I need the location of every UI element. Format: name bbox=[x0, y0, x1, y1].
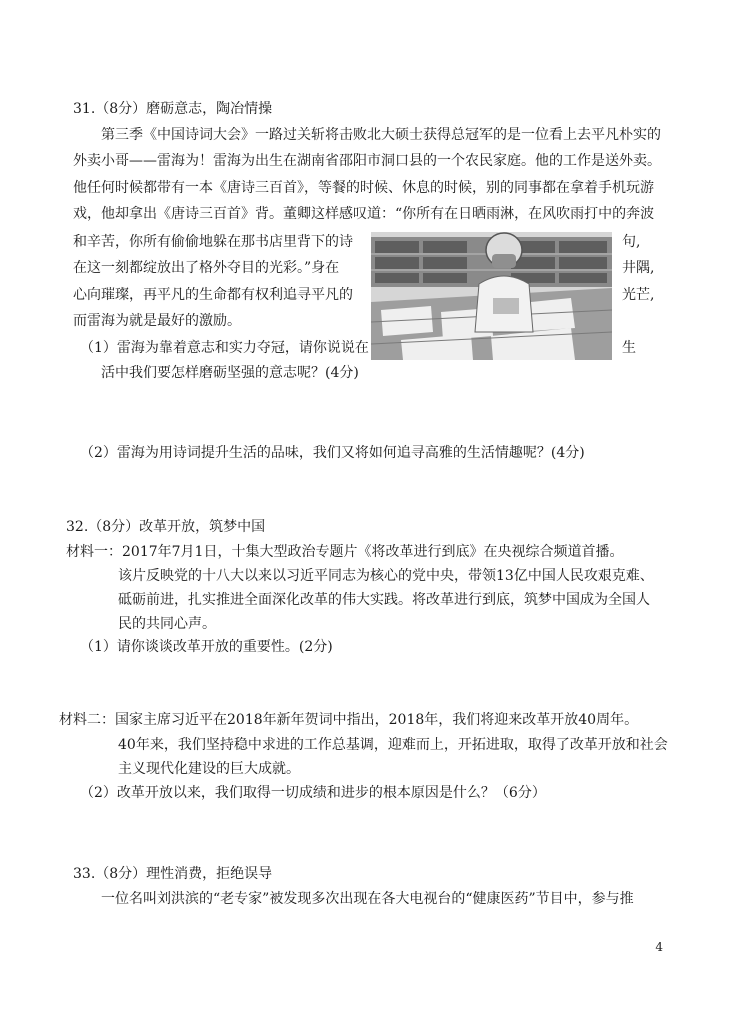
q32-material1-line-1: 材料一：2017年7月1日，十集大型政治专题片《将改革进行到底》在央视综合频道首播。 bbox=[66, 544, 624, 560]
q32-material1-line-3: 砥砺前进，扎实推进全面深化改革的伟大实践。将改革进行到底，筑梦中国成为全国人 bbox=[118, 592, 650, 608]
q31-title: 31.（8分）磨砺意志，陶冶情操 bbox=[73, 101, 273, 117]
q31-line-7: 心向璀璨，再平凡的生命都有权利追寻平凡的 bbox=[73, 287, 353, 303]
q32-title: 32.（8分）改革开放，筑梦中国 bbox=[66, 519, 266, 535]
q31-sub2: （2）雷海为用诗词提升生活的品味，我们又将如何追寻高雅的生活情趣呢？(4分) bbox=[80, 445, 585, 461]
bookstore-photo-image bbox=[371, 232, 612, 360]
q32-material1-line-2: 该片反映党的十八大以来以习近平同志为核心的党中央，带领13亿中国人民攻艰克难、 bbox=[118, 568, 654, 584]
page-number: 4 bbox=[655, 940, 663, 954]
q31-line-6: 在这一刻都绽放出了格外夺目的光彩。”身在 bbox=[73, 260, 340, 276]
q31-right-fragment-4: 生 bbox=[622, 340, 636, 356]
q31-line-4: 戏，他却拿出《唐诗三百首》背。董卿这样感叹道：“你所有在日晒雨淋，在风吹雨打中的奔波 bbox=[73, 206, 655, 222]
q31-line-5: 和辛苦，你所有偷偷地躲在那书店里背下的诗 bbox=[73, 234, 353, 250]
q32-sub1: （1）请你谈谈改革开放的重要性。(2分) bbox=[80, 639, 333, 655]
q31-right-fragment-3: 光芒, bbox=[622, 287, 655, 303]
q32-material2-line-3: 主义现代化建设的巨大成就。 bbox=[118, 761, 300, 777]
q33-line-1: 一位名叫刘洪滨的“老专家”被发现多次出现在各大电视台的“健康医药”节目中，参与推 bbox=[101, 891, 634, 907]
q31-line-8: 而雷海为就是最好的激励。 bbox=[73, 313, 241, 329]
q31-line-1: 第三季《中国诗词大会》一路过关斩将击败北大硕士获得总冠军的是一位看上去平凡朴实的 bbox=[101, 127, 661, 143]
q32-material1-line-4: 民的共同心声。 bbox=[118, 616, 216, 632]
q32-sub2: （2）改革开放以来，我们取得一切成绩和进步的根本原因是什么？（6分） bbox=[80, 785, 546, 801]
q31-line-3: 他任何时候都带有一本《唐诗三百首》，等餐的时候、休息的时候，别的同事都在拿着手机玩游 bbox=[73, 180, 654, 196]
q32-material2-line-1: 材料二：国家主席习近平在2018年新年贺词中指出，2018年，我们将迎来改革开放40周年。 bbox=[59, 712, 639, 728]
q31-right-fragment-2: 井隅, bbox=[622, 260, 655, 276]
q33-title: 33.（8分）理性消费，拒绝误导 bbox=[73, 866, 273, 882]
bookstore-photo bbox=[371, 232, 612, 360]
q31-sub1-line-2: 活中我们要怎样磨砺坚强的意志呢？(4分) bbox=[101, 365, 359, 381]
q31-sub1-line-1: （1）雷海为靠着意志和实力夺冠，请你说说在 bbox=[80, 340, 369, 356]
q32-material2-line-2: 40年来，我们坚持稳中求进的工作总基调，迎难而上，开拓进取，取得了改革开放和社会 bbox=[118, 737, 668, 753]
q31-right-fragment-1: 句, bbox=[622, 234, 641, 250]
q31-line-2: 外卖小哥——雷海为！雷海为出生在湖南省邵阳市洞口县的一个农民家庭。他的工作是送外卖。 bbox=[73, 153, 661, 169]
